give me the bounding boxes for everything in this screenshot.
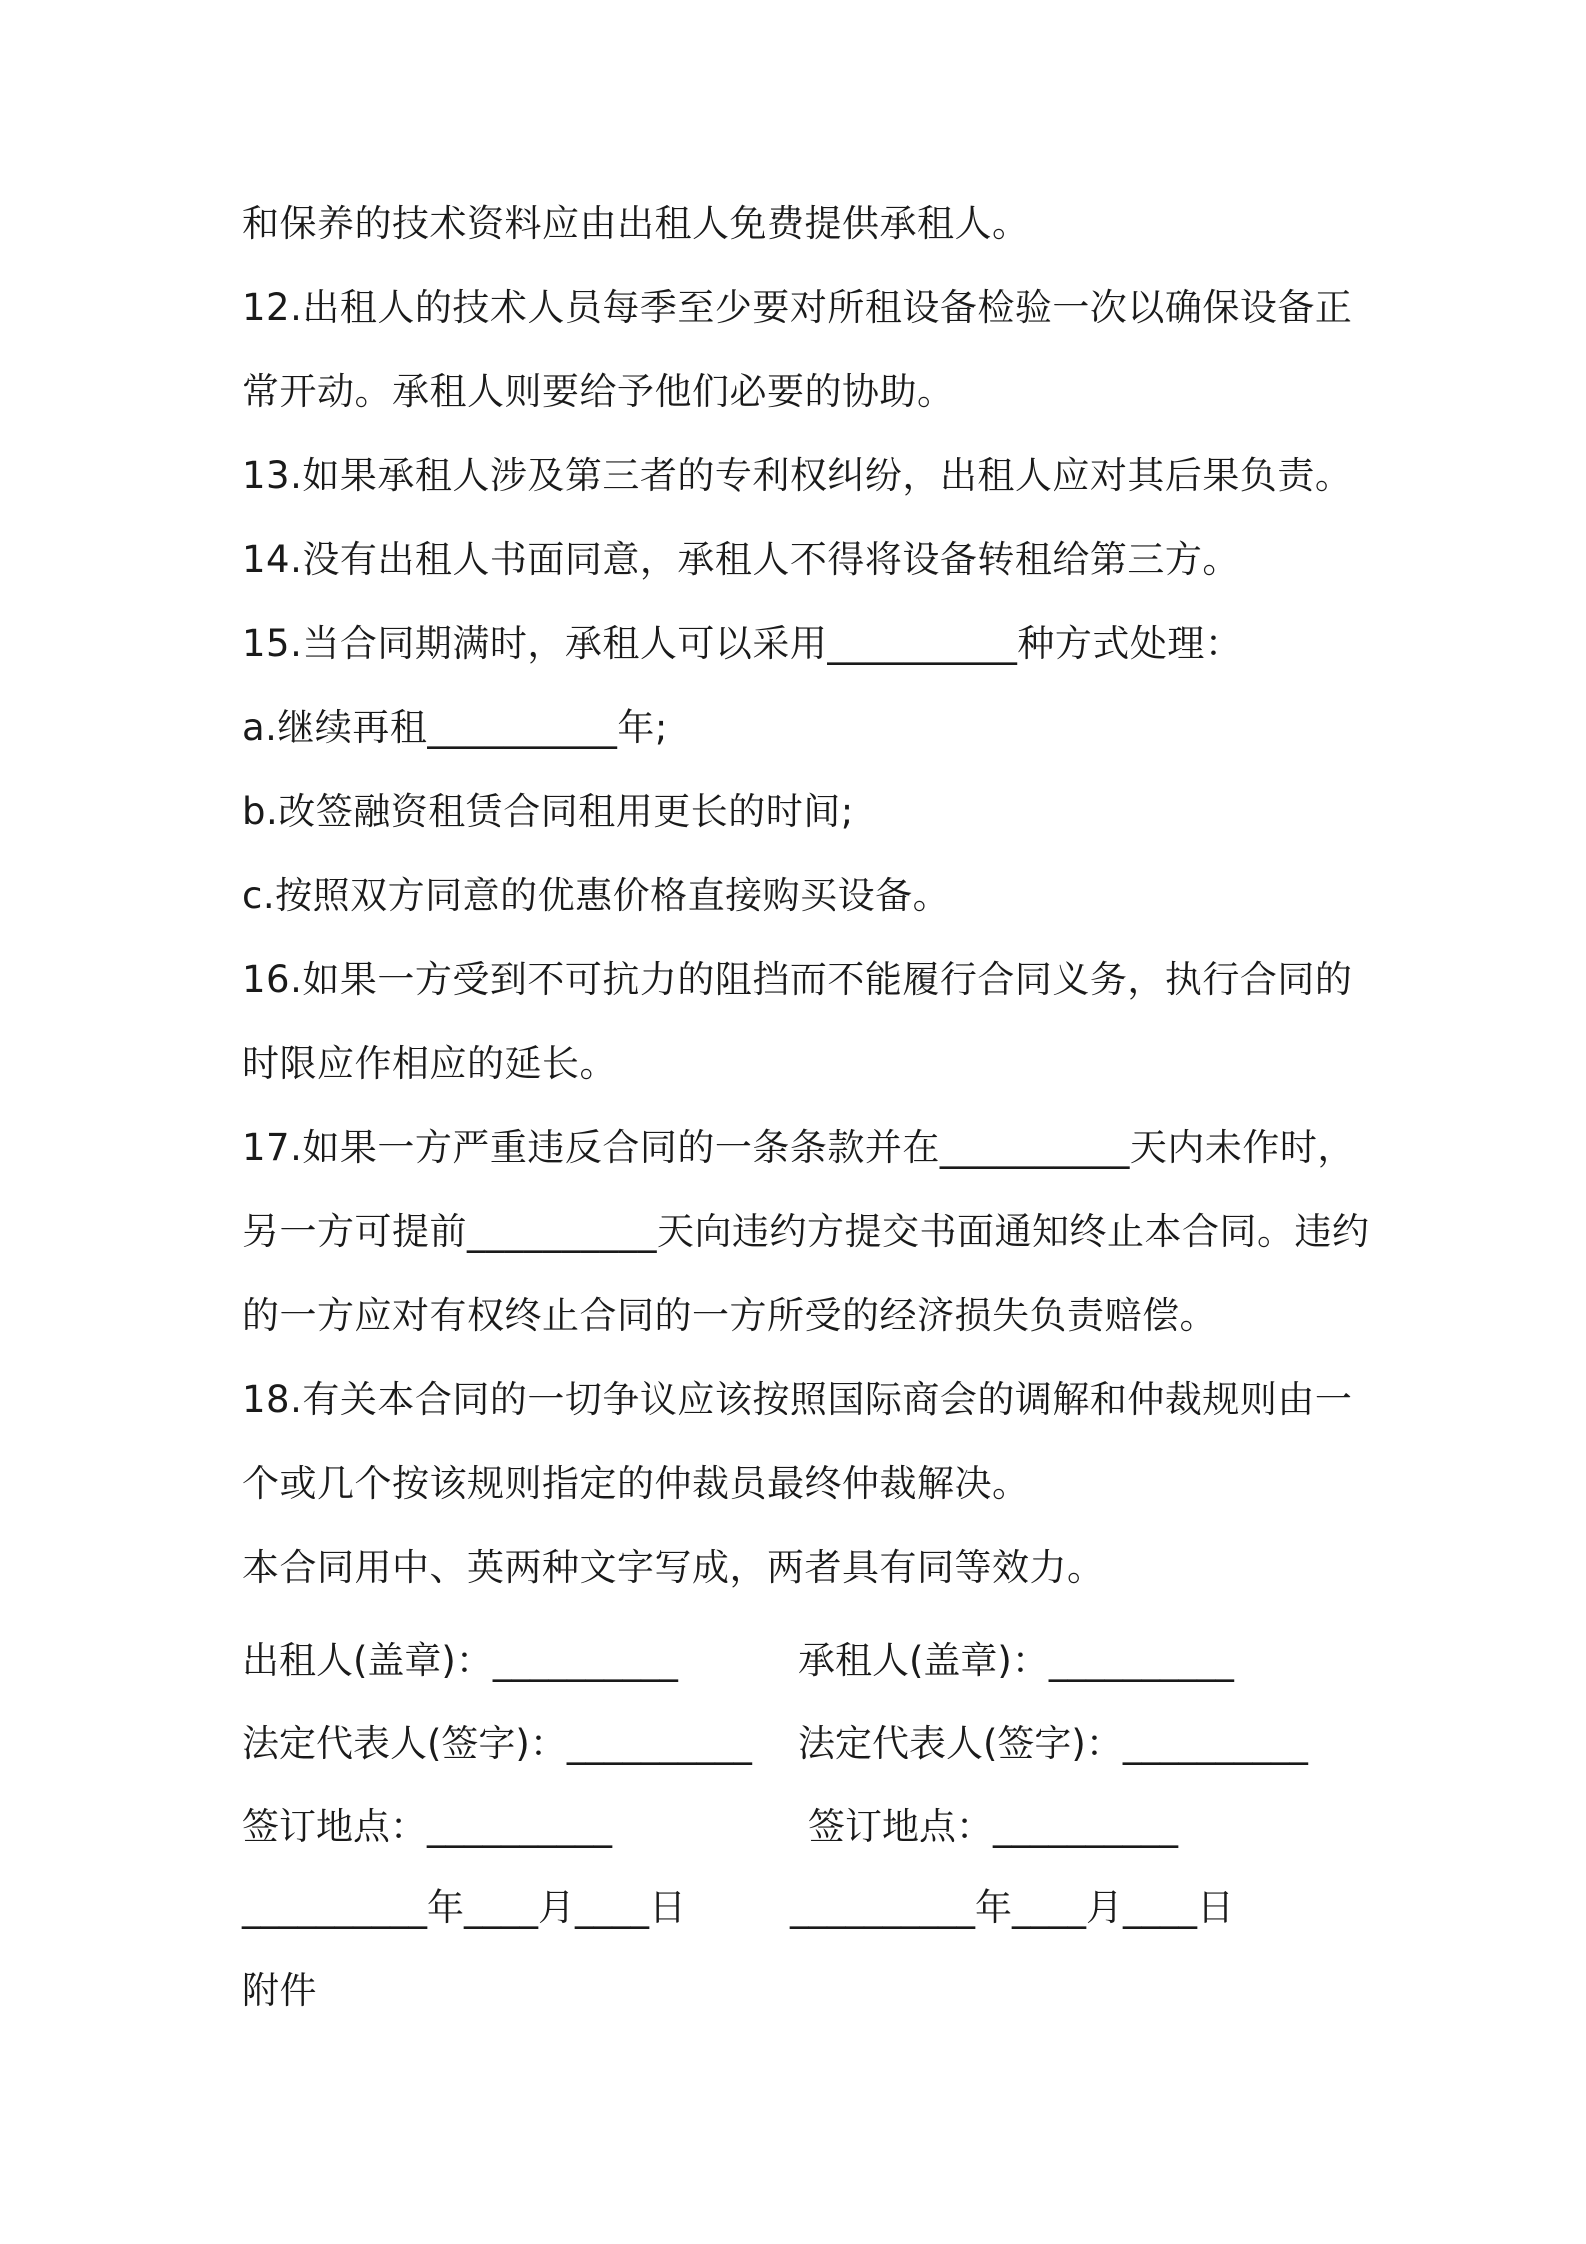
clause-13: 13.如果承租人涉及第三者的专利权纠纷，出租人应对其后果负责。 <box>242 454 1353 497</box>
clause-16-line-2: 时限应作相应的延长。 <box>242 1042 617 1085</box>
lessor-date-field: __________年____月____日 <box>242 1886 686 1929</box>
attachment-heading: 附件 <box>242 1969 317 2012</box>
lessor-seal-field: 出租人(盖章)：__________ <box>242 1639 678 1682</box>
lessee-representative-field: 法定代表人(签字)：__________ <box>798 1722 1308 1765</box>
clause-15-option-c: c.按照双方同意的优惠价格直接购买设备。 <box>242 874 951 917</box>
clause-14: 14.没有出租人书面同意，承租人不得将设备转租给第三方。 <box>242 538 1240 581</box>
clause-15: 15.当合同期满时，承租人可以采用__________种方式处理： <box>242 622 1243 665</box>
clause-17-line-3: 的一方应对有权终止合同的一方所受的经济损失负责赔偿。 <box>242 1294 1217 1337</box>
clause-17-line-2: 另一方可提前__________天向违约方提交书面通知终止本合同。违约 <box>242 1210 1370 1253</box>
clause-17-line-1: 17.如果一方严重违反合同的一条条款并在__________天内未作时， <box>242 1126 1355 1169</box>
language-clause: 本合同用中、英两种文字写成，两者具有同等效力。 <box>242 1546 1105 1589</box>
lessee-date-field: __________年____月____日 <box>790 1886 1234 1929</box>
clause-15-option-a: a.继续再租__________年; <box>242 706 668 749</box>
clause-12-line-2: 常开动。承租人则要给予他们必要的协助。 <box>242 370 955 413</box>
clause-16-line-1: 16.如果一方受到不可抗力的阻挡而不能履行合同义务，执行合同的 <box>242 958 1353 1001</box>
clause-15-option-b: b.改签融资租赁合同租用更长的时间; <box>242 790 854 833</box>
clause-18-line-1: 18.有关本合同的一切争议应该按照国际商会的调解和仲裁规则由一 <box>242 1378 1353 1421</box>
lessor-signing-place-field: 签订地点：__________ <box>242 1805 612 1848</box>
clause-12-line-1: 12.出租人的技术人员每季至少要对所租设备检验一次以确保设备正 <box>242 286 1353 329</box>
lessee-seal-field: 承租人(盖章)：__________ <box>798 1639 1234 1682</box>
lessee-signing-place-field: 签订地点：__________ <box>808 1805 1178 1848</box>
lessor-representative-field: 法定代表人(签字)：__________ <box>242 1722 752 1765</box>
clause-11-continued: 和保养的技术资料应由出租人免费提供承租人。 <box>242 202 1030 245</box>
clause-18-line-2: 个或几个按该规则指定的仲裁员最终仲裁解决。 <box>242 1462 1030 1505</box>
